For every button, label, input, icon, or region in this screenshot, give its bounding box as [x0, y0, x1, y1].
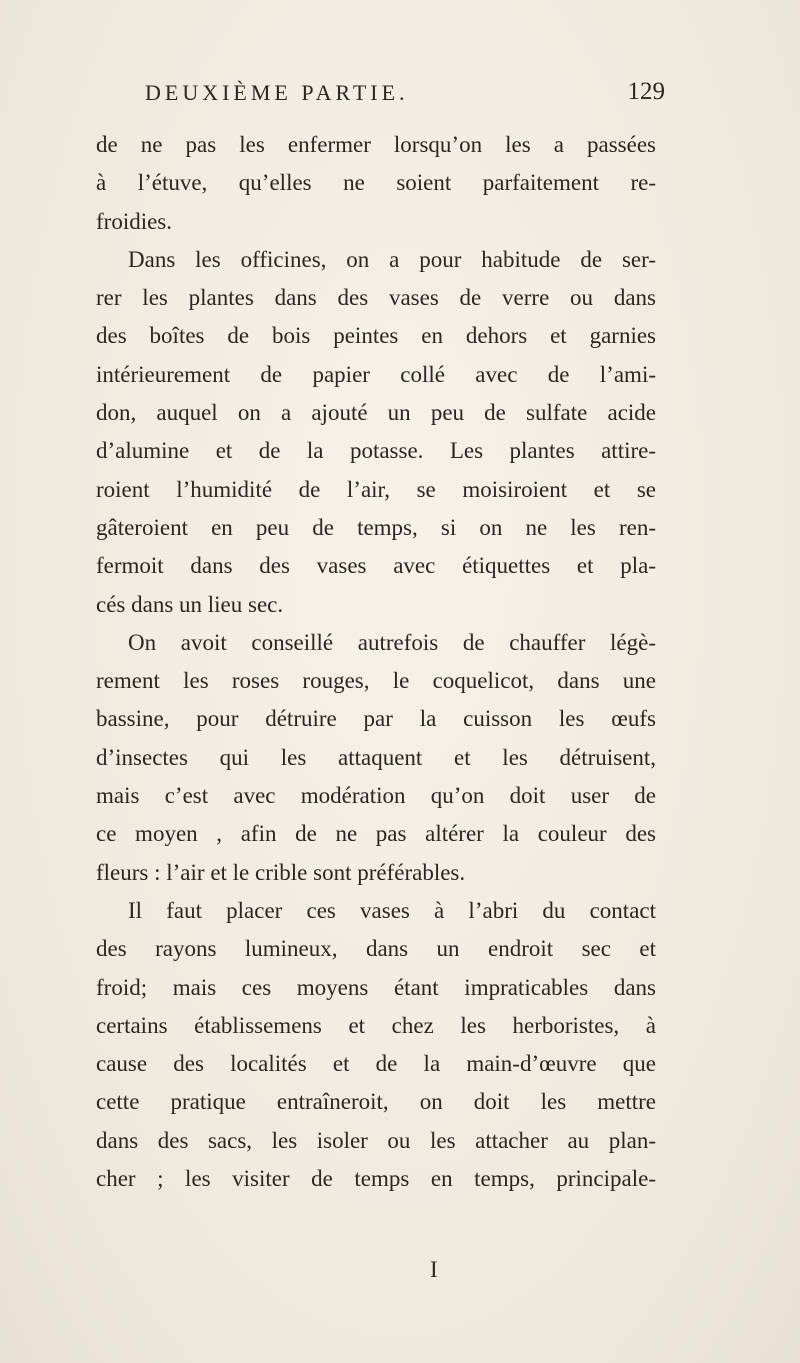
text-line: Il faut placer ces vases à l’abri du contact: [128, 897, 656, 923]
text-line: d’insectes qui les attaquent et les détruisent,: [96, 744, 656, 770]
text-line: ce moyen , afin de ne pas altérer la couleur des: [96, 821, 656, 847]
text-line: don, auquel on a ajouté un peu de sulfate acide: [96, 400, 656, 426]
text-line: certains établissemens et chez les herboristes, à: [96, 1012, 656, 1038]
text-line: intérieurement de papier collé avec de l’ami-: [96, 361, 656, 387]
text-line: froidies.: [96, 208, 173, 234]
text-line: cher ; les visiter de temps en temps, principale-: [96, 1166, 656, 1192]
text-line: rer les plantes dans des vases de verre ou dans: [96, 285, 656, 311]
signature-mark: I: [430, 1257, 438, 1282]
text-line: fermoit dans des vases avec étiquettes et pla-: [96, 553, 656, 579]
text-line: fleurs : l’air et le crible sont préférables.: [96, 859, 466, 885]
text-line: cette pratique entraîneroit, on doit les mettre: [96, 1089, 656, 1115]
text-line: des boîtes de bois peintes en dehors et garnies: [96, 323, 656, 349]
text-line: cés dans un lieu sec.: [96, 591, 284, 617]
text-line: Dans les officines, on a pour habitude de ser-: [128, 246, 656, 272]
text-line: d’alumine et de la potasse. Les plantes attire-: [96, 438, 656, 464]
text-line: mais c’est avec modération qu’on doit user de: [96, 783, 656, 809]
text-line: rement les roses rouges, le coquelicot, dans une: [96, 668, 656, 694]
text-line: dans des sacs, les isoler ou les attacher au plan-: [96, 1127, 656, 1153]
body-text: [96, 126, 656, 1198]
text-line: de ne pas les enfermer lorsqu’on les a passées: [96, 132, 656, 157]
text-line: bassine, pour détruire par la cuisson les œufs: [96, 706, 656, 732]
page-number: 129: [627, 78, 665, 105]
text-line: froid; mais ces moyens étant impraticables dans: [96, 974, 656, 1000]
running-head: DEUXIÈME PARTIE.: [145, 80, 409, 105]
text-line: cause des localités et de la main-d’œuvre que: [96, 1051, 656, 1077]
text-line: roient l’humidité de l’air, se moisiroient et se: [96, 476, 656, 502]
page-header: [145, 74, 665, 114]
text-line: On avoit conseillé autrefois de chauffer légè-: [128, 629, 656, 655]
text-line: des rayons lumineux, dans un endroit sec et: [96, 936, 656, 962]
text-line: à l’étuve, qu’elles ne soient parfaitement re-: [96, 170, 656, 196]
text-line: gâteroient en peu de temps, si on ne les ren-: [96, 514, 656, 540]
